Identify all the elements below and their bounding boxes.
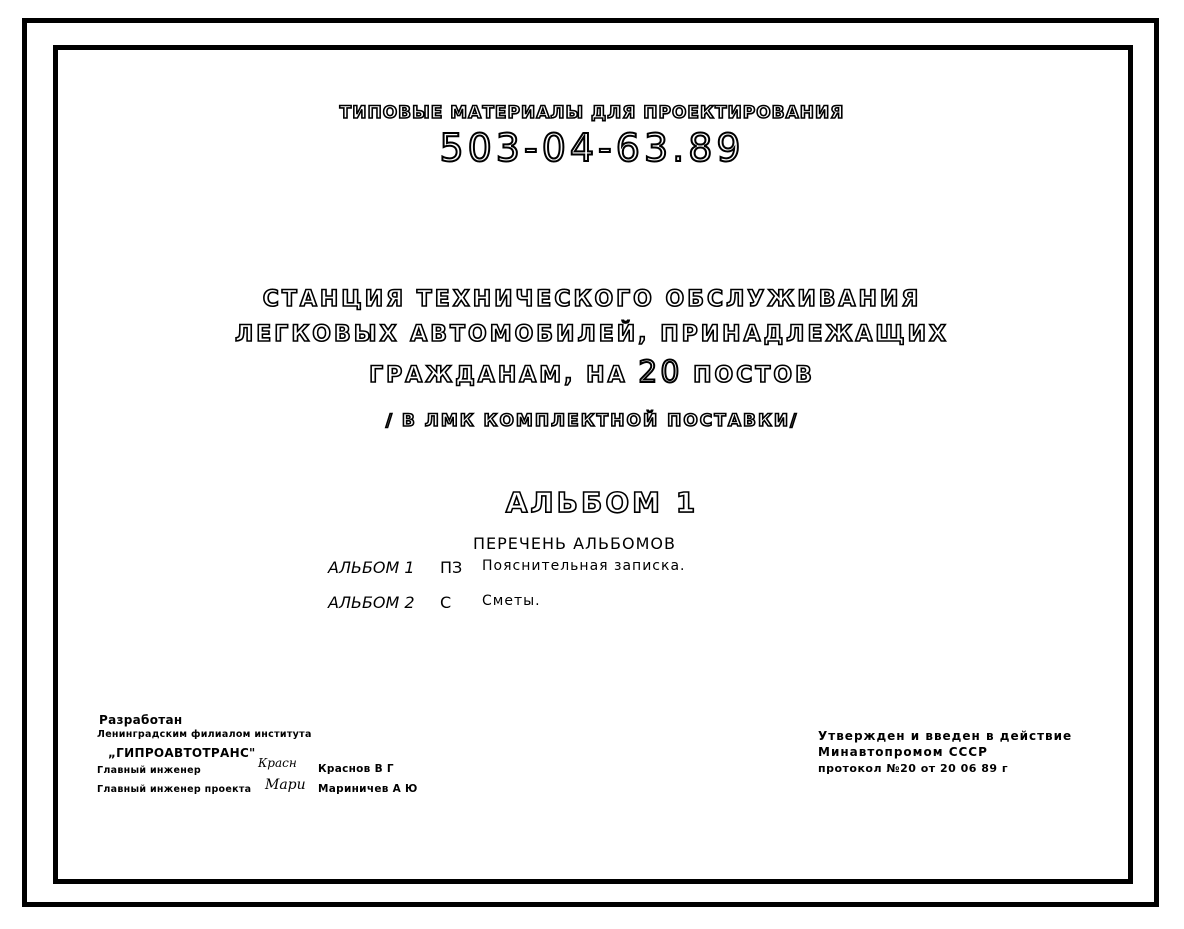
album-list-album-1: АЛЬБОМ 1 [328,558,415,577]
title-line-2: ЛЕГКОВЫХ АВТОМОБИЛЕЙ, ПРИНАДЛЕЖАЩИХ [235,322,949,347]
chief-engineer-name: Краснов В Г [318,763,394,775]
approval-line-2: Минавтопромом СССР [818,745,988,759]
album-list-album-2: АЛЬБОМ 2 [328,593,415,612]
album-list-code-1: ПЗ [440,558,463,577]
album-title: АЛЬБОМ 1 [505,486,699,519]
album-list-name-2: Сметы. [482,593,541,609]
title-line-1: СТАНЦИЯ ТЕХНИЧЕСКОГО ОБСЛУЖИВАНИЯ [262,287,922,312]
subtitle: / В ЛМК КОМПЛЕКТНОЙ ПОСТАВКИ/ [385,411,799,431]
developer-label: Разработан [99,713,183,727]
chief-engineer-role: Главный инженер [97,765,201,776]
posts-count: 20 [638,355,683,390]
approval-line-3: протокол №20 от 20 06 89 г [818,762,1009,775]
title-line-3-prefix: ГРАЖДАНАМ, НА [369,363,628,388]
developer-institute: „ГИПРОАВТОТРАНС" [108,746,256,760]
album-list-name-1: Пояснительная записка. [482,558,686,574]
album-list-code-2: С [440,593,452,612]
series-code: 503-04-63.89 [439,126,745,170]
project-engineer-name: Мариничев А Ю [318,783,418,795]
developer-organization: Ленинградским филиалом института [97,729,312,740]
project-engineer-role: Главный инженер проекта [97,784,252,795]
title-line-3-suffix: ПОСТОВ [693,363,815,388]
chief-engineer-signature: Красн [258,756,297,770]
series-label: ТИПОВЫЕ МАТЕРИАЛЫ ДЛЯ ПРОЕКТИРОВАНИЯ [339,103,845,123]
album-list-heading: ПЕРЕЧЕНЬ АЛЬБОМОВ [473,534,676,553]
project-engineer-signature: Мари [265,777,306,793]
title-line-3 [0,355,1184,390]
approval-line-1: Утвержден и введен в действие [818,729,1073,743]
